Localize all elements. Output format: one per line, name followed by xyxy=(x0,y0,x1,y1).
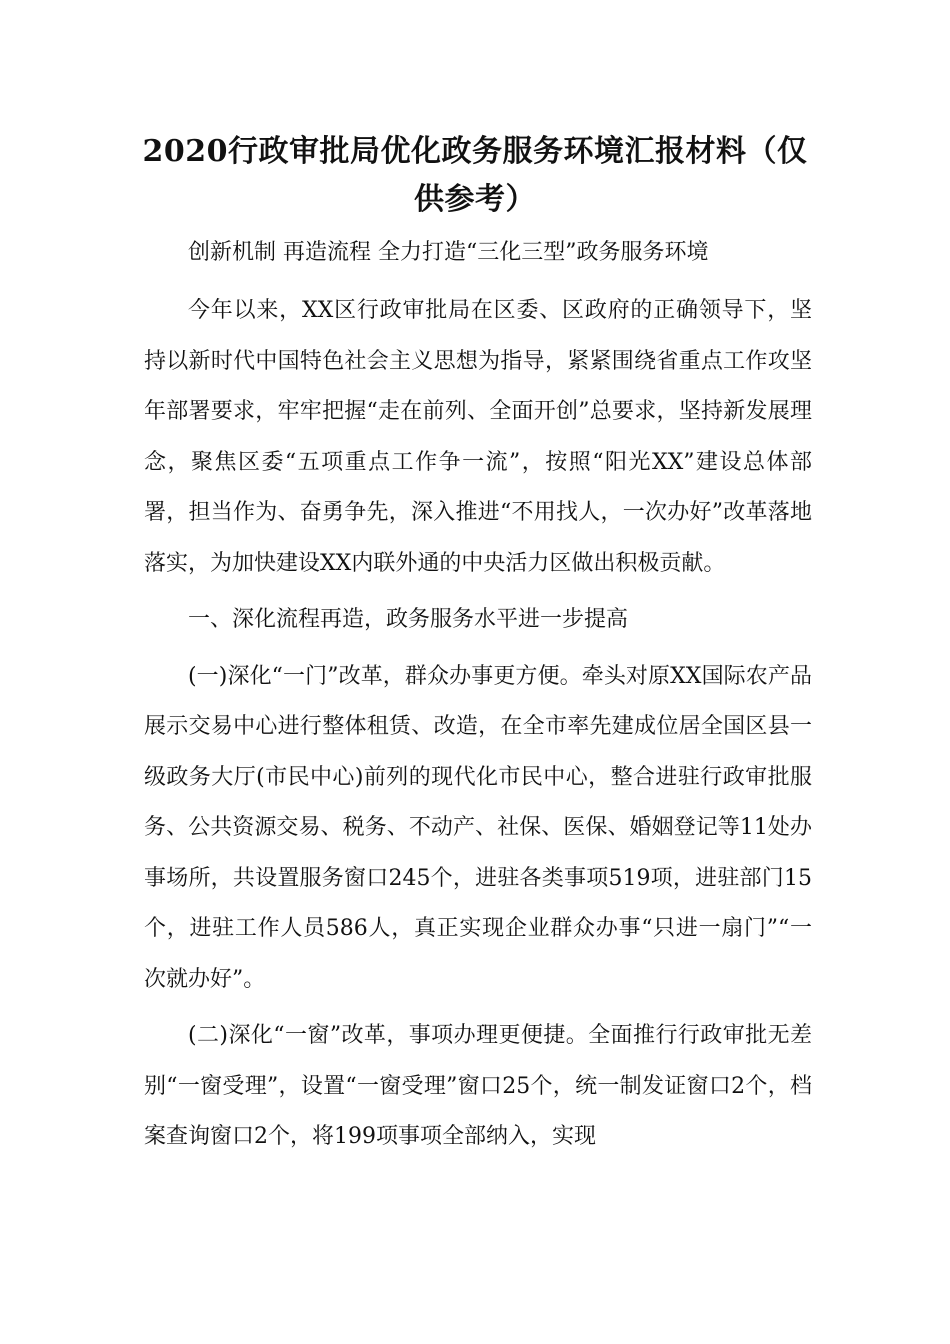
document-subtitle: 创新机制 再造流程 全力打造“三化三型”政务服务环境 xyxy=(188,240,709,265)
document-body xyxy=(144,228,812,1169)
paragraph-one-door: (一)深化“一门”改革，群众办事更方便。牵头对原XX国际农产品展示交易中心进行整体租赁、改造，在全市率先建成位居全国区县一级政务大厅(市民中心)前列的现代化市民中心，整合进驻行政审批服务、公共资源交易、税务、不动产、社保、医保、婚姻登记等11处办事场所，共设置服务窗口245个，进驻各类事项519项，进驻部门15个，进驻工作人员586人，真正实现企业群众办事“只进一扇门”“一次就办好”。 xyxy=(144,663,812,992)
section-heading-1: 一、深化流程再造，政务服务水平进一步提高 xyxy=(188,607,629,632)
paragraph-intro: 今年以来，XX区行政审批局在区委、区政府的正确领导下，坚持以新时代中国特色社会主义思想为指导，紧紧围绕省重点工作攻坚年部署要求，牢牢把握“走在前列、全面开创”总要求，坚持新发展理念，聚焦区委“五项重点工作争一流”，按照“阳光XX”建设总体部署，担当作为、奋勇争先，深入推进“不用找人，一次办好”改革落地落实，为加快建设XX内联外通的中央活力区做出积极贡献。 xyxy=(144,298,812,576)
paragraph-one-window: (二)深化“一窗”改革，事项办理更便捷。全面推行行政审批无差别“一窗受理”，设置“一窗受理”窗口25个，统一制发证窗口2个，档案查询窗口2个，将199项事项全部纳入，实现 xyxy=(144,1023,812,1149)
document-title: 2020行政审批局优化政务服务环境汇报材料（仅供参考） xyxy=(142,134,808,217)
